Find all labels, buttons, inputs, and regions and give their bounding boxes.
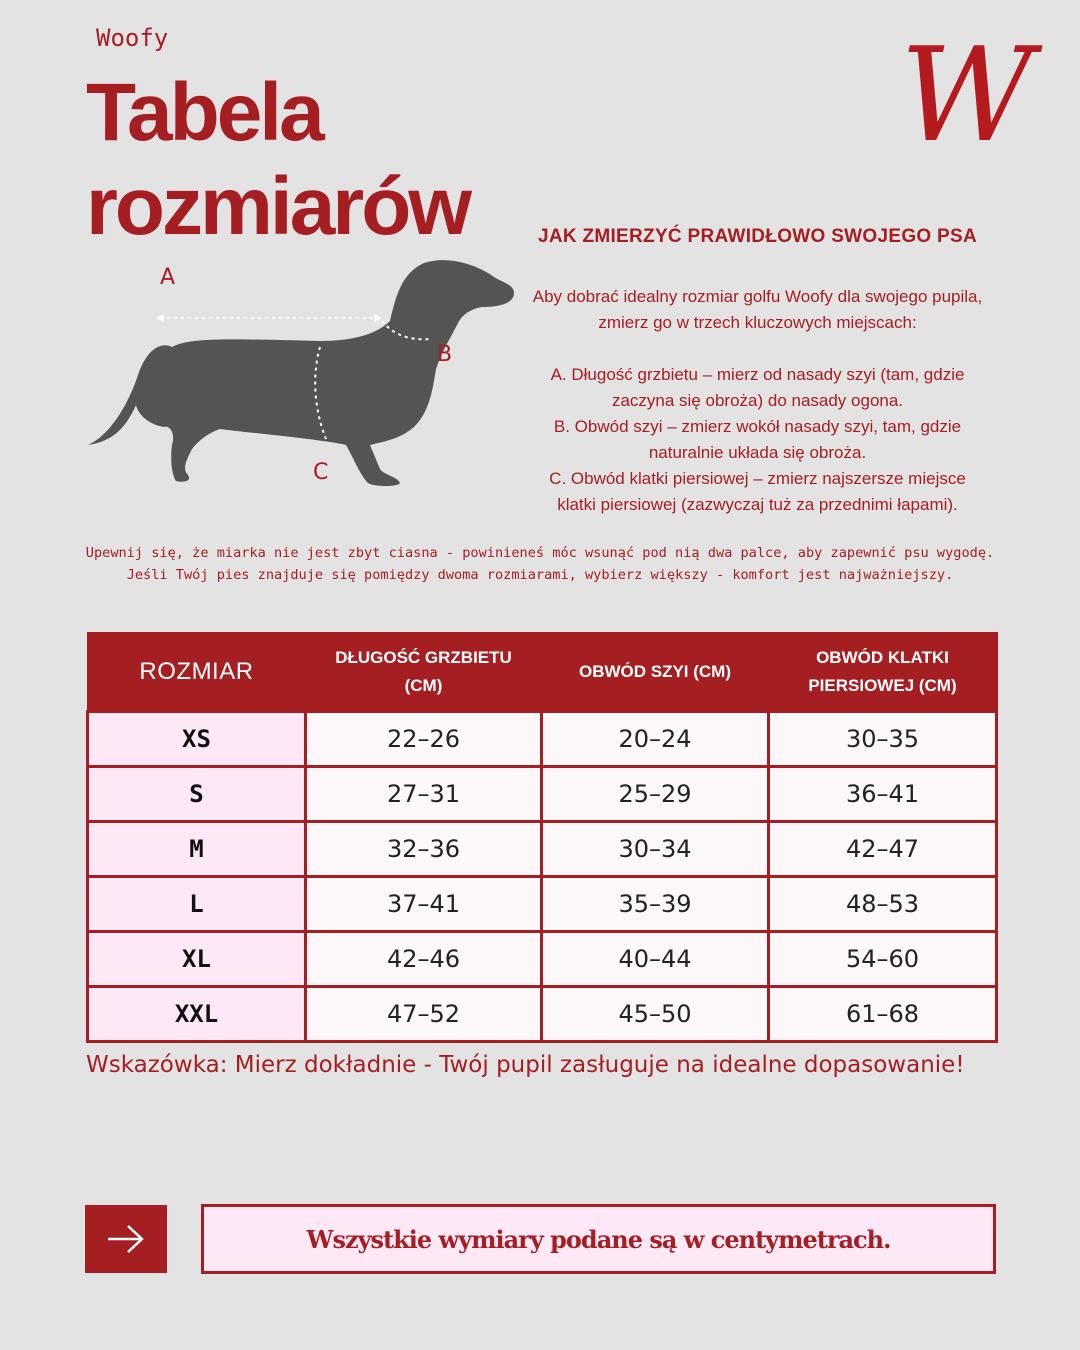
chest-cell: 36–41 [769,767,997,822]
chest-cell: 48–53 [769,877,997,932]
neck-cell: 45–50 [542,987,769,1042]
neck-cell: 40–44 [542,932,769,987]
back-length-cell: 22–26 [306,712,542,767]
header-size: ROZMIAR [88,633,306,712]
neck-cell: 20–24 [542,712,769,767]
size-cell: XXL [88,987,306,1042]
how-to-text [530,284,985,518]
brand-name: Woofy [96,24,169,52]
header-neck: OBWÓD SZYI (CM) [542,633,769,712]
back-length-cell: 27–31 [306,767,542,822]
table-header-row [88,633,997,712]
size-cell: M [88,822,306,877]
header-chest: OBWÓD KLATKI PIERSIOWEJ (CM) [769,633,997,712]
size-cell: L [88,877,306,932]
brand-logo: W [900,19,1034,171]
measuring-note [0,542,1080,586]
back-length-cell: 37–41 [306,877,542,932]
title-line-1: Tabela [86,67,322,158]
neck-cell: 35–39 [542,877,769,932]
table-row [88,877,997,932]
table-row [88,767,997,822]
how-to-intro: Aby dobrać idealny rozmiar golfu Woofy dla swojego pupila, zmierz go w trzech kluczowych miejscach: [532,287,983,332]
size-table [86,632,998,1043]
how-to-step-b: B. Obwód szyi – zmierz wokół nasady szyi, tam, gdzie naturalnie układa się obroża. [553,417,962,462]
neck-cell: 25–29 [542,767,769,822]
how-to-step-a: A. Długość grzbietu – mierz od nasady szyi (tam, gdzie zaczyna się obroża) do nasady ogona. [550,365,965,410]
label-c: C [313,460,329,485]
chest-cell: 30–35 [769,712,997,767]
label-a: A [160,265,176,290]
how-to-step-c: C. Obwód klatki piersiowej – zmierz najszersze miejsce klatki piersiowej (zazwyczaj tuż za przednimi łapami). [549,469,966,514]
chest-cell: 54–60 [769,932,997,987]
neck-cell: 30–34 [542,822,769,877]
table-row [88,987,997,1042]
table-row [88,822,997,877]
table-row [88,932,997,987]
tip-text: Wskazówka: Mierz dokładnie - Twój pupil zasługuje na idealne dopasowanie! [86,1052,965,1078]
table-row [88,712,997,767]
units-note: Wszystkie wymiary podane są w centymetrach. [201,1204,996,1274]
label-b: B [437,342,453,367]
arrow-right-icon [106,1224,146,1254]
chest-cell: 61–68 [769,987,997,1042]
next-arrow-button[interactable] [85,1205,167,1273]
page-title [86,66,469,254]
how-to-heading: JAK ZMIERZYĆ PRAWIDŁOWO SWOJEGO PSA [537,226,978,247]
title-line-2: rozmiarów [86,161,470,252]
back-length-cell: 32–36 [306,822,542,877]
note-line-1: Upewnij się, że miarka nie jest zbyt ciasna - powinieneś móc wsunąć pod nią dwa palce, aby zapewnić psu wygodę. [85,545,995,561]
back-length-cell: 42–46 [306,932,542,987]
size-cell: XS [88,712,306,767]
chest-cell: 42–47 [769,822,997,877]
note-line-2: Jeśli Twój pies znajduje się pomiędzy dwoma rozmiarami, wybierz większy - komfort jest najważniejszy. [126,567,954,583]
size-cell: XL [88,932,306,987]
dachshund-silhouette [88,260,514,486]
dog-measurement-diagram [80,255,530,500]
back-length-cell: 47–52 [306,987,542,1042]
size-cell: S [88,767,306,822]
header-back-length: DŁUGOŚĆ GRZBIETU (CM) [306,633,542,712]
